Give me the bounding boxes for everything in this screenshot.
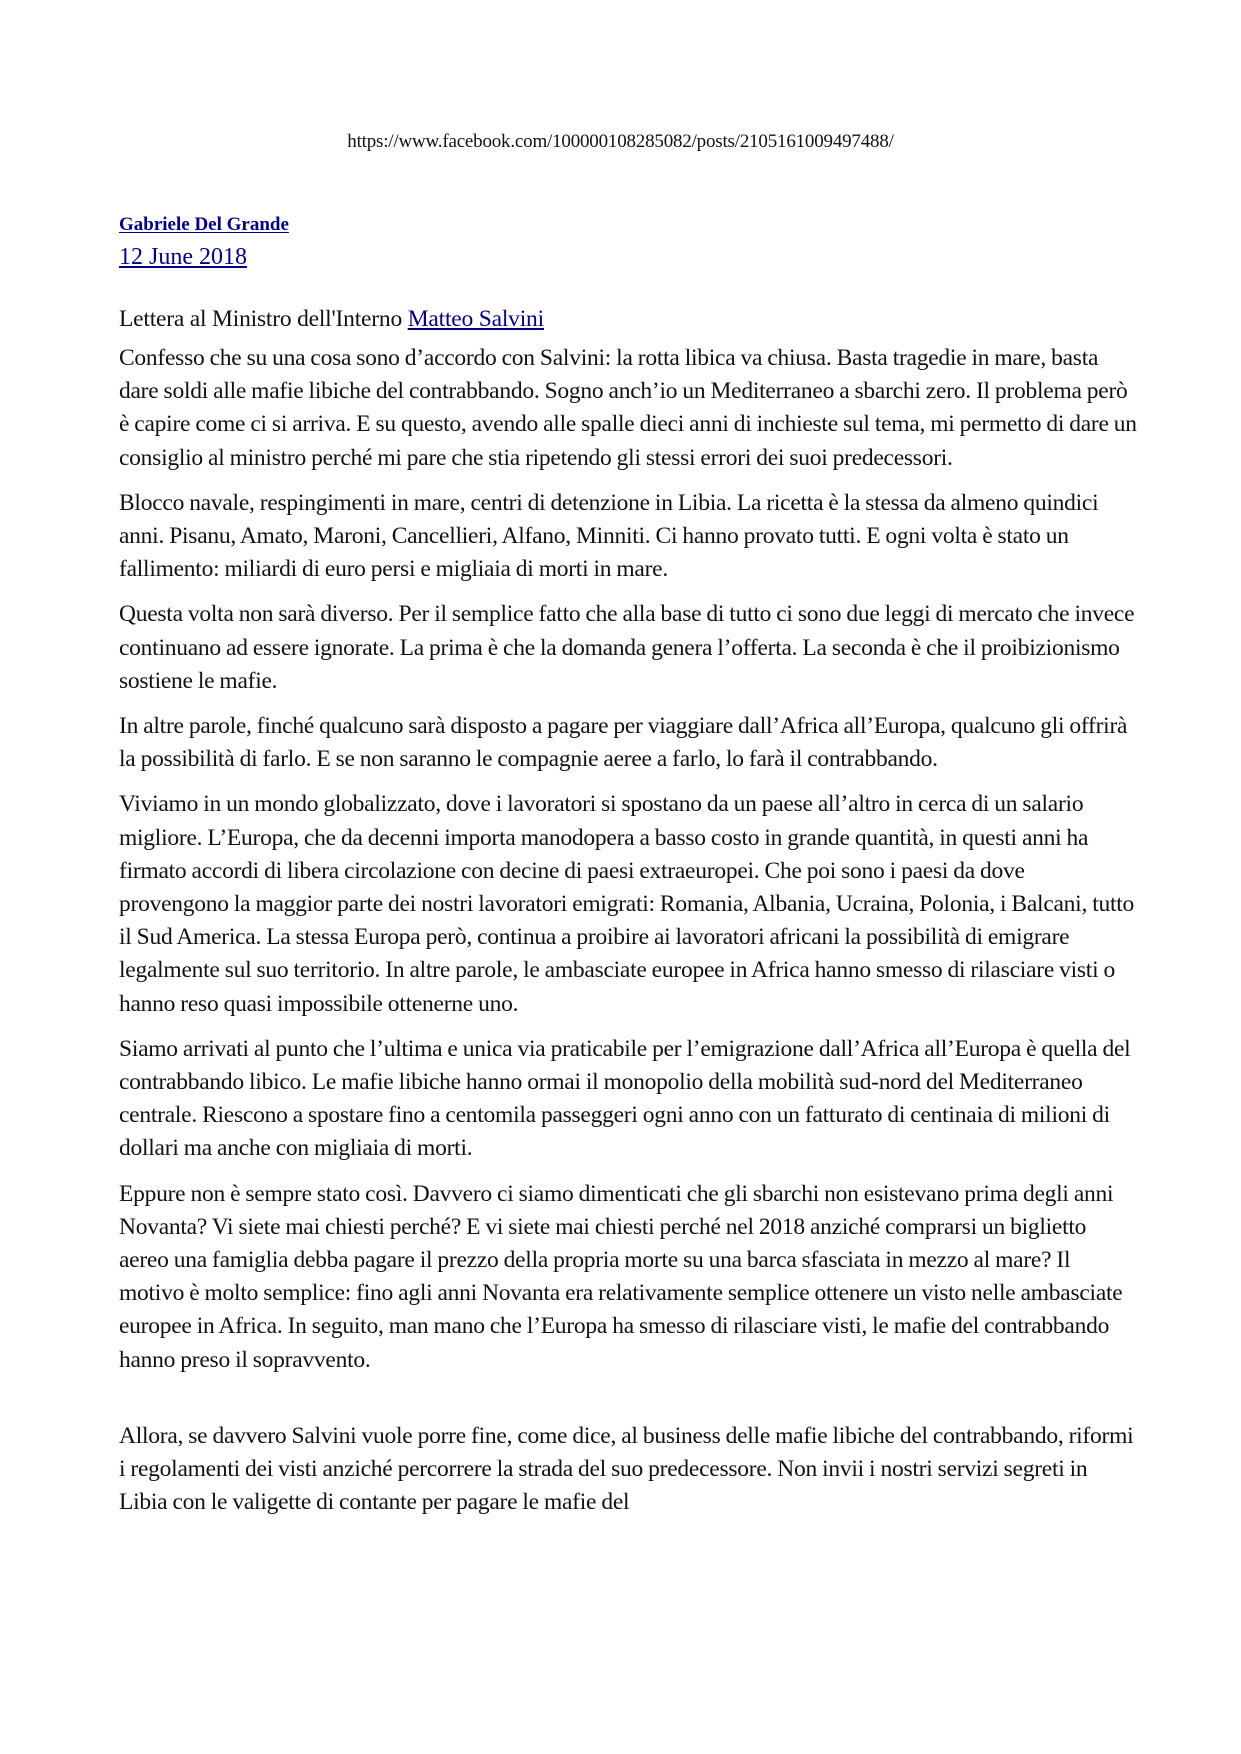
post-date — [119, 241, 1139, 273]
paragraph: Confesso che su una cosa sono d’accordo con Salvini: la rotta libica va chiusa. Basta tragedie in mare, basta dare soldi alle mafie libiche del contrabbando. Sogno anch’io un Mediterraneo a sbarchi zero. Il problema però è capire come ci si arriva. E su questo, avendo alle spalle dieci anni di inchieste sul tema, mi permetto di dare un consiglio al ministro perché mi pare che stia ripetendo gli stessi errori dei suoi predecessori. — [119, 345, 1137, 471]
intro-text: Lettera al Ministro dell'Interno — [119, 306, 408, 332]
paragraph: Siamo arrivati al punto che l’ultima e unica via praticabile per l’emigrazione dall’Africa all’Europa è quella del contrabbando libico. Le mafie libiche hanno ormai il monopolio della mobilità sud-nord del Mediterraneo centrale. Riescono a spostare fino a centomila passeggeri ogni anno con un fatturato di centinaia di milioni di dollari ma anche con migliaia di morti. — [119, 1035, 1131, 1162]
date-link[interactable]: 12 June 2018 — [119, 244, 247, 270]
paragraph: Viviamo in un mondo globalizzato, dove i lavoratori si spostano da un paese all’altro in cerca di un salario migliore. L’Europa, che da decenni importa manodopera a basso costo in grande quantità, in questi anni ha firmato accordi di libera circolazione con decine di paesi extraeuropei. Che poi sono i paesi da dove provengono la maggior parte dei nostri lavoratori emigrati: Romania, Albania, Ucraina, Polonia, i Balcani, tutto il Sud America. La stessa Europa però, continua a proibire ai lavoratori africani la possibilità di emigrare legalmente sul suo territorio. In altre parole, le ambasciate europee in Africa hanno smesso di rilasciare visti o hanno reso quasi impossibile ottenerne uno. — [119, 791, 1135, 1017]
post-intro — [119, 303, 1139, 336]
mention-link-matteo-salvini[interactable]: Matteo Salvini — [407, 306, 544, 332]
paragraph: Blocco navale, respingimenti in mare, centri di detenzione in Libia. La ricetta è la stessa da almeno quindici anni. Pisanu, Amato, Maroni, Cancellieri, Alfano, Minniti. Ci hanno provato tutti. E ogni volta è stato un fallimento: miliardi di euro persi e migliaia di morti in mare. — [119, 489, 1099, 583]
author-link[interactable]: Gabriele Del Grande — [119, 214, 289, 235]
paragraph: Questa volta non sarà diverso. Per il semplice fatto che alla base di tutto ci sono due leggi di mercato che invece continuano ad essere ignorate. La prima è che la domanda genera l’offerta. La seconda è che il proibizionismo sostiene le mafie. — [119, 601, 1135, 694]
paragraph: Eppure non è sempre stato così. Davvero ci siamo dimenticati che gli sbarchi non esistevano prima degli anni Novanta? Vi siete mai chiesti perché? E vi siete mai chiesti perché nel 2018 anziché comprarsi un biglietto aereo una famiglia debba pagare il prezzo della propria morte su una barca sfasciata in mezzo al mare? Il motivo è molto semplice: fino agli anni Novanta era relativamente semplice ottenere un visto nelle ambasciate europee in Africa. In seguito, man mano che l’Europa ha smesso di rilasciare visti, le mafie del contrabbando hanno preso il sopravvento. — [119, 1180, 1123, 1373]
source-url: https://www.facebook.com/100000108285082/posts/2105161009497488/ — [347, 131, 894, 152]
paragraph: Allora, se davvero Salvini vuole porre fine, come dice, al business delle mafie libiche del contrabbando, riformi i regolamenti dei visti anziché percorrere la strada del suo predecessore. Non invii i nostri servizi segreti in Libia con le valigette di contante per pagare le mafie del — [119, 1422, 1134, 1516]
paragraph: In altre parole, finché qualcuno sarà disposto a pagare per viaggiare dall’Africa all’Europa, qualcuno gli offrirà la possibilità di farlo. E se non saranno le compagnie aeree a farlo, lo farà il contrabbando. — [119, 713, 1128, 773]
post-content — [119, 213, 1139, 1520]
